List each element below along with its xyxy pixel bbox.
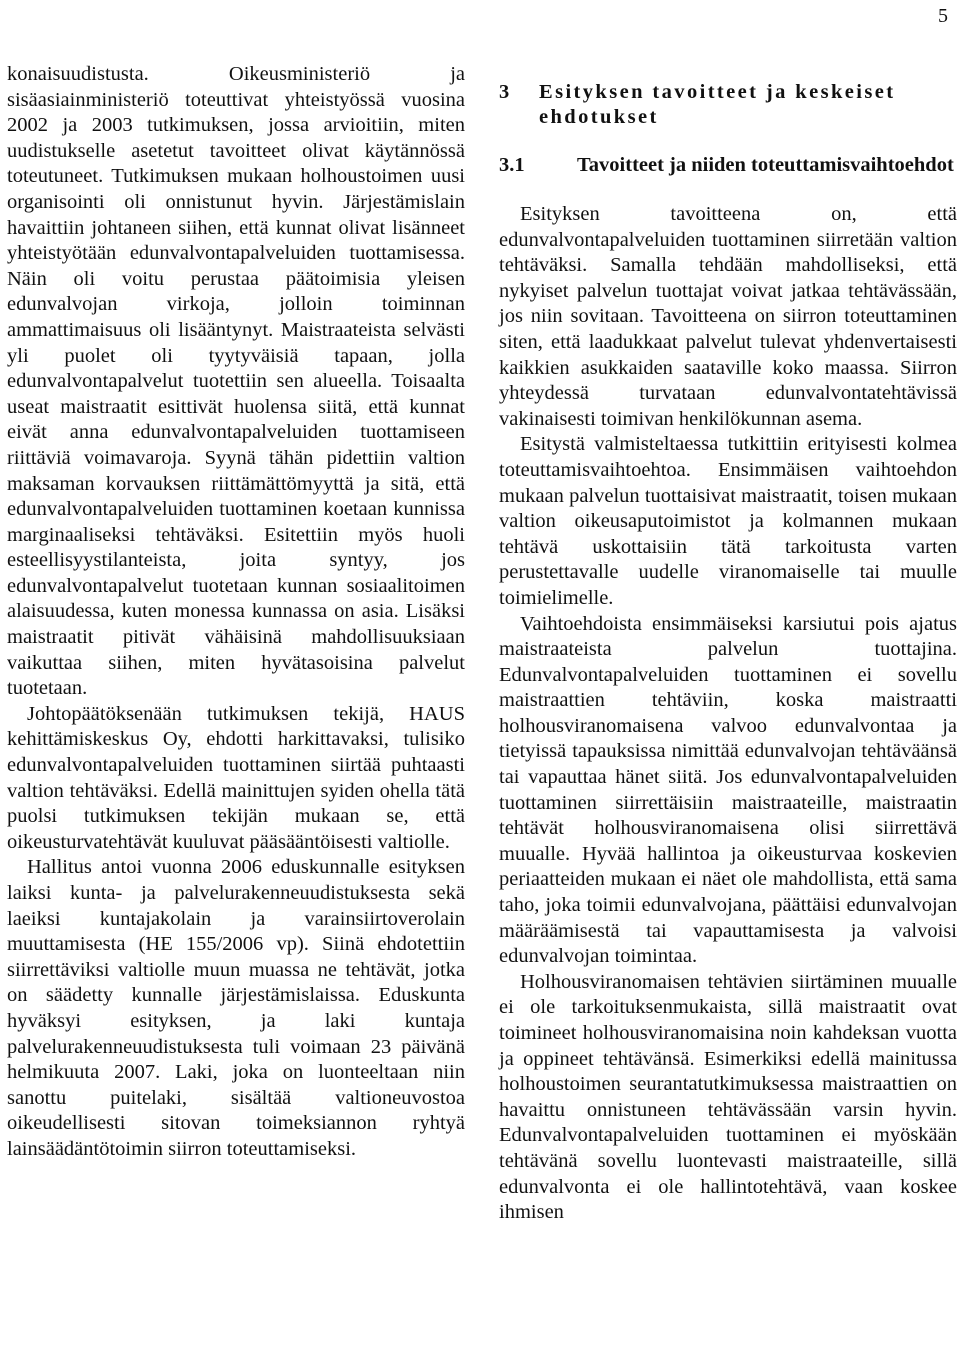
page-number: 5 bbox=[938, 5, 948, 27]
left-paragraph-2: Johtopäätöksenään tutkimuksen tekijä, HAUS kehittämiskeskus Oy, ehdotti harkittavaksi, tulisiko edunvalvontapalveluiden tuottaminen siirtää puhtaasti valtion tehtäväksi. Edellä mainittujen syiden ohella tätä puolsi tutkimuksen tekijän mukaan se, että oikeusturvatehtävät kuuluvat pääsääntöisesti valtiolle. bbox=[7, 702, 465, 853]
right-column bbox=[499, 62, 957, 1226]
section-heading-number: 3 bbox=[499, 81, 510, 103]
section-heading bbox=[499, 80, 957, 130]
subsection-heading-number: 3.1 bbox=[499, 154, 525, 176]
subsection-heading-text: Tavoitteet ja niiden toteuttamisvaihtoehdot bbox=[577, 154, 954, 176]
left-paragraph-3: Hallitus antoi vuonna 2006 eduskunnalle esityksen laiksi kunta- ja palvelurakenneuudistuksesta sekä laeiksi kuntajakolain ja varainsiirtoverolain muuttamisesta (HE 155/2006 vp). Siinä ehdotettiin siirrettäviksi valtiolle muun muassa ne tehtävät, jotka on säädetty kunnalle järjestämislaissa. Eduskunta hyväksyi esityksen, ja laki kuntaja palvelurakenneuudistuksesta tuli voimaan 23 päivänä helmikuuta 2007. Laki, joka on luonteeltaan niin sanottu puitelaki, sisältää valtioneuvostoa oikeudellisesti sitovan toimeksiannon ryhtyä lainsäädäntötoimin siirron toteuttamiseksi. bbox=[7, 856, 465, 1160]
left-column bbox=[7, 62, 465, 1163]
right-paragraph-4: Holhousviranomaisen tehtävien siirtäminen muualle ei ole tarkoituksenmukaista, sillä maistraatit ovat toimineet holhousviranomaisina noin kahdeksan vuotta ja oppineet tehtävänsä. Esimerkiksi edellä mainitussa holhoustoimen seurantatutkimuksessa maistraattien on havaittu onnistuneen tehtävässään varsin hyvin. Edunvalvontapalveluiden tuottaminen ei myöskään tehtävänä sovellu luontevasti maistraateille, sillä edunvalvonta ei ole hallintotehtävä, vaan koskee ihmisen bbox=[499, 970, 957, 1224]
left-paragraph-1: konaisuudistusta. Oikeusministeriö ja sisäasiainministeriö toteuttivat yhteistyössä vuosina 2002 ja 2003 tutkimuksen, jossa arvioitiin, miten uudistukselle asetetut tavoitteet olivat käytännössä toteutuneet. Tutkimuksen mukaan holhoustoimen uusi organisointi oli onnistunut hyvin. Järjestämislain havaittiin johtaneen siihen, että kunnat olivat lisänneet yhteistyötään edunvalvontapalveluiden tuottamisessa. Näin oli voitu perustaa päätoimisia yleisen edunvalvojan virkoja, jolloin toiminnan ammattimaisuus oli lisääntynyt. Maistraateista selvästi yli puolet oli tyytyväisiä tapaan, jolla edunvalvontapalvelut tuotettiin sen alueella. Toisaalta useat maistraatit esittivät huolensa siitä, että kunnat eivät anna edunvalvontapalveluiden tuottamiseen riittäviä voimavaroja. Syynä tähän pidettiin valtion maksaman korvauksen riittämättömyyttä ja sitä, että edunvalvontapalveluiden tuottaminen koetaan kunnissa marginaaliseksi tehtäväksi. Esitettiin myös huoli esteellisyystilanteista, joita syntyy, jos edunvalvontapalvelut tuotetaan kunnan sosiaalitoimen alaisuudessa, kuten monessa kunnassa on asia. Lisäksi maistraatit pitivät vähäisinä mahdollisuuksiaan vaikuttaa siihen, miten hyvätasoisina palvelut tuotetaan. bbox=[7, 63, 465, 700]
right-paragraph-2: Esitystä valmisteltaessa tutkittiin erityisesti kolmea toteuttamisvaihtoehtoa. Ensimmäisen vaihtoehdon mukaan palvelun tuottaisivat maistraatit, toisen mukaan valtion oikeusaputoimistot ja kolmannen mukaan tehtävä uskottaisiin tätä tarkoitusta varten perustettavalle uudelle viranomaiselle tai muulle toimielimelle. bbox=[499, 433, 957, 609]
subsection-heading bbox=[499, 152, 957, 178]
right-paragraph-1: Esityksen tavoitteena on, että edunvalvontapalveluiden tuottaminen siirretään valtion tehtäväksi. Samalla tehdään mahdolliseksi, että nykyiset palvelun tuottajat voivat jatkaa tehtävässään, jos niin sovitaan. Tavoitteena on siirron toteuttaminen siten, että laadukkaat palvelut tulevat yhdenvertaisesti kaikkien asukkaiden saataville koko maassa. Siirron yhteydessä turvataan edunvalvontatehtävissä vakinaisesti toimivan henkilökunnan asema. bbox=[499, 203, 957, 430]
right-paragraph-3: Vaihtoehdoista ensimmäiseksi karsiutui pois ajatus maistraateista palvelun tuottajina. Edunvalvontapalveluiden tuottaminen ei sovellu maistraattien tehtäviin, koska maistraatti holhousviranomaisena valvoo edunvalvontaa ja tietyissä tapauksissa nimittää edunvalvojan tehtäväänsä tai vapauttaa hänet siitä. Jos edunvalvontapalveluiden tuottaminen siirrettäisiin maistraateille, maistraatin tehtävät holhousviranomaisena olisi siirrettävä muualle. Hyvää hallintoa ja oikeusturvaa koskevien periaatteiden mukaan ei näet ole mahdollista, että sama taho, joka toimii edunvalvojana, päättäisi edunvalvojan määräämisestä tai vapauttamisesta ja valvoisi edunvalvojan toimintaa. bbox=[499, 612, 957, 968]
section-heading-text: Esityksen tavoitteet ja keskeiset ehdotukset bbox=[539, 81, 896, 128]
